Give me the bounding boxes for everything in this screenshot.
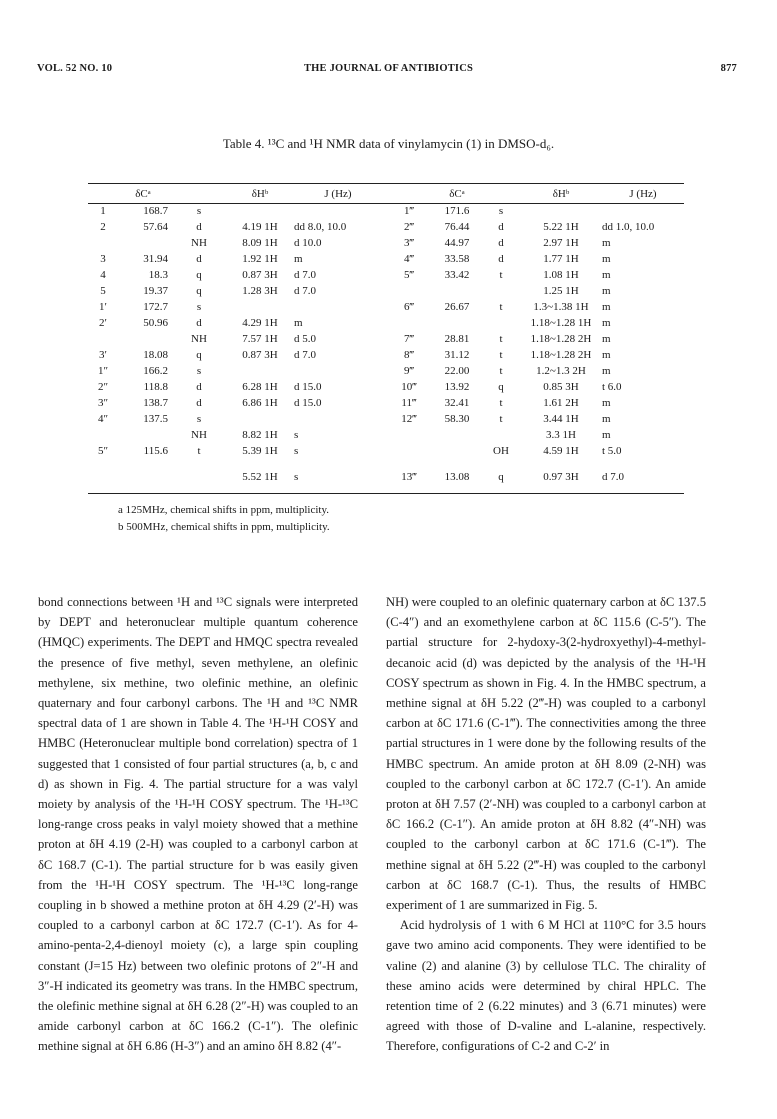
table-cell: 1.25 1H	[543, 285, 579, 297]
table-cell: q	[498, 381, 504, 393]
table-cell: NH	[191, 333, 207, 345]
table-row	[88, 379, 684, 395]
table-cell: d	[498, 221, 504, 233]
table-cell: 1.77 1H	[543, 253, 579, 265]
table-cell	[230, 299, 290, 315]
table-cell: t	[499, 269, 503, 281]
table-cell: 6.86 1H	[242, 397, 278, 409]
table-cell	[88, 427, 118, 443]
body-column-left	[38, 592, 358, 1057]
table-cell: 32.41	[444, 397, 470, 409]
table-cell	[478, 315, 524, 331]
table-row	[88, 459, 684, 486]
table-cell: m	[602, 333, 611, 345]
table-cell: 4.19 1H	[242, 221, 278, 233]
table-cell: 57.64	[143, 221, 168, 233]
table-cell: 44.97	[444, 237, 470, 249]
table-cell: m	[602, 413, 611, 425]
table-cell: 1	[100, 205, 106, 217]
table-cell: 2.97 1H	[543, 237, 579, 249]
table-cell	[436, 283, 478, 299]
table-row	[88, 299, 684, 315]
table-cell: 19.37	[143, 285, 168, 297]
column-header	[382, 185, 436, 203]
table-cell: 138.7	[143, 397, 168, 409]
footnote-b: b 500MHz, chemical shifts in ppm, multiplicity.	[118, 521, 330, 533]
table-cell: d	[498, 253, 504, 265]
table-cell: 4‴	[403, 253, 415, 265]
table-cell: 172.7	[143, 301, 168, 313]
table-cell: t	[499, 397, 503, 409]
table-cell: d 15.0	[294, 381, 322, 393]
table-cell: 1.61 2H	[543, 397, 579, 409]
table-cell: dd 8.0, 10.0	[294, 221, 347, 233]
table-cell: 3.3 1H	[546, 429, 576, 441]
table-cell: q	[196, 349, 202, 361]
table-cell: s	[294, 445, 299, 457]
table-cell: NH	[191, 237, 207, 249]
table-cell: 10‴	[401, 381, 417, 393]
table-cell: 11‴	[401, 397, 417, 409]
table-cell: 5.22 1H	[543, 221, 579, 233]
table-cell: 8.09 1H	[242, 237, 278, 249]
table-row	[88, 363, 684, 379]
table-cell: 5.52 1H	[242, 471, 278, 483]
table-cell: 2‴	[403, 221, 415, 233]
table-cell: m	[602, 349, 611, 361]
table-cell: 31.12	[444, 349, 470, 361]
table-cell: 0.87 3H	[242, 349, 278, 361]
table-row	[88, 267, 684, 283]
table-cell: 4.29 1H	[242, 317, 278, 329]
table-cell: 50.96	[143, 317, 168, 329]
body-paragraph: bond connections between ¹H and ¹³C signals were interpreted by DEPT and heteronuclear multiple quantum coherence (HMQC) experiments. The DEPT and HMQC spectra revealed the presence of five methyl, seven methylene, an olefinic methylene, six methine, two olefinic methine, an olefinic quaternary and four carbonyl carbons. The ¹H and ¹³C NMR spectral data of 1 are shown in Table 4. The ¹H-¹H COSY and HMBC (Heteronuclear multiple bond correlation) spectra of 1 suggested that 1 consisted of four partial structures (a, b, c and d) as shown in Fig. 4. The partial structure for a was valyl moiety by analysis of the ¹H-¹H COSY spectrum. The ¹H-¹³C long-range cross peaks in valyl moiety showed that a methine proton at δH 4.19 (2-H) was coupled to a carbonyl carbon at δC 168.7 (C-1). The partial structure for b was easily given from the ¹H-¹H COSY spectrum. The ¹H-¹³C long-range coupling in b showed a methine proton at δH 4.29 (2′-H) was coupled to a carbonyl carbon at δC 172.7 (C-1′). As for 4-amino-penta-2,4-dienoyl moiety (c), a large spin coupling constant (J=15 Hz) between two olefinic protons of 2″-H and 3″-H indicated its geometry was trans. In the HMBC spectrum, the olefinic methine signal at δH 6.28 (2″-H) was coupled to an amide carbonyl carbon at δC 166.2 (C-1″). The olefinic methine signal at δH 6.86 (H-3″) and an amino δH 8.82 (4″-	[38, 595, 358, 1054]
table-cell: 166.2	[143, 365, 168, 377]
table-cell: m	[602, 365, 611, 377]
table-cell	[88, 235, 118, 251]
table-cell: m	[602, 237, 611, 249]
table-cell: m	[602, 397, 611, 409]
table-cell: 9‴	[403, 365, 415, 377]
table-cell: 76.44	[444, 221, 470, 233]
table-row	[88, 283, 684, 299]
table-cell: 7‴	[403, 333, 415, 345]
table-row	[88, 411, 684, 427]
table-cell	[478, 283, 524, 299]
running-header-journal: THE JOURNAL OF ANTIBIOTICS	[303, 63, 474, 74]
table-cell	[382, 427, 436, 443]
table-cell: d 15.0	[294, 397, 322, 409]
table-row	[88, 443, 684, 459]
nmr-data-table	[88, 185, 684, 486]
table-cell: 1.28 3H	[242, 285, 278, 297]
table-cell: 3‴	[403, 237, 415, 249]
body-column-right	[386, 592, 706, 1057]
table-cell: s	[196, 413, 202, 425]
table-cell: OH	[493, 445, 509, 457]
table-cell: 0.85 3H	[543, 381, 579, 393]
table-cell: 6‴	[403, 301, 415, 313]
table-row	[88, 347, 684, 363]
table-cell: 5‴	[403, 269, 415, 281]
table-cell: s	[196, 301, 202, 313]
table-cell: 3′	[99, 349, 107, 361]
running-header-volume: VOL. 52 NO. 10	[37, 63, 113, 74]
column-header: J (Hz)	[629, 188, 657, 200]
column-header	[88, 185, 118, 203]
body-paragraph: Acid hydrolysis of 1 with 6 M HCl at 110°C for 3.5 hours gave two amino acid components. They were identified to be valine (2) and alanine (3) by cellulose TLC. The chirality of these amino acids were determined by chiral HPLC. The retention time of 2 (6.22 minutes) and 3 (6.71 minutes) were agreed with those of D-valine and L-alanine, respectively. Therefore, configurations of C-2 and C-2′ in	[386, 918, 706, 1054]
table-cell: 1.18~1.28 2H	[530, 349, 592, 361]
table-cell: m	[294, 317, 303, 329]
body-paragraph: NH) were coupled to an olefinic quaternary carbon at δC 137.5 (C-4″) and an exomethylene carbon at δC 115.6 (C-5″). The partial structure for 2-hydoxy-3(2-hydroxyethyl)-4-methyl-decanoic acid (d) was depicted by the analysis of the ¹H-¹H COSY spectrum as shown in Fig. 4. In the HMBC spectrum, a methine signal at δH 5.22 (2‴-H) was coupled to a carbonyl carbon at δC 171.6 (C-1‴). The connectivities among the three partial structures in 1 were done by the following results of the HMBC spectrum. An amide proton at δH 8.09 (2-NH) was coupled to the carbonyl carbon at δC 172.7 (C-1′). An amide proton at δH 7.57 (2′-NH) was coupled to a carbonyl carbon at δC 166.2 (C-1″). An amide proton at δH 8.82 (4″-NH) was coupled to the carbonyl carbon at δC 171.6 (C-1‴). The methine signal at δH 5.22 (2‴-H) was coupled to the carbonyl carbon at δC 168.7 (C-1). Thus, the results of HMBC experiment of 1 are summarized in Fig. 5.	[386, 595, 706, 913]
table-row	[88, 395, 684, 411]
table-cell: 115.6	[143, 445, 168, 457]
table-cell: s	[196, 205, 202, 217]
table-cell: s	[196, 365, 202, 377]
table-cell	[436, 443, 478, 459]
table-cell	[290, 203, 382, 219]
table-cell: 1.92 1H	[242, 253, 278, 265]
table-cell: d	[196, 253, 202, 265]
table-cell: 8‴	[403, 349, 415, 361]
column-header: δHᵇ	[552, 188, 570, 200]
table-cell: 1″	[97, 365, 109, 377]
table-cell: d 5.0	[294, 333, 316, 345]
table-cell: m	[602, 317, 611, 329]
table-cell: 58.30	[444, 413, 470, 425]
table-cell: d 7.0	[294, 269, 316, 281]
table-cell	[118, 331, 168, 347]
table-top-rule	[88, 183, 684, 184]
table-cell: t	[499, 413, 503, 425]
table-cell: 1.08 1H	[543, 269, 579, 281]
table-cell: dd 1.0, 10.0	[602, 221, 655, 233]
table-cell: t	[499, 333, 503, 345]
table-cell: 2′	[99, 317, 107, 329]
table-cell	[382, 283, 436, 299]
table-cell: 5	[100, 285, 106, 297]
table-cell	[168, 459, 230, 486]
table-cell: 33.58	[444, 253, 470, 265]
table-cell: s	[498, 205, 504, 217]
column-header: δCᵃ	[449, 188, 465, 200]
table-cell: 3	[100, 253, 106, 265]
column-header: δHᵇ	[251, 188, 269, 200]
table-cell: 7.57 1H	[242, 333, 278, 345]
table-cell: m	[602, 429, 611, 441]
table-cell: 1.3~1.38 1H	[533, 301, 589, 313]
table-row	[88, 203, 684, 219]
table-cell	[436, 315, 478, 331]
table-cell: d	[196, 317, 202, 329]
table-row	[88, 251, 684, 267]
table-cell: 12‴	[401, 413, 417, 425]
table-cell: 6.28 1H	[242, 381, 278, 393]
table-cell	[382, 443, 436, 459]
table-cell: t	[499, 365, 503, 377]
table-cell: 118.8	[143, 381, 168, 393]
table-cell	[290, 299, 382, 315]
table-cell: 8.82 1H	[242, 429, 278, 441]
table-cell: 4	[100, 269, 106, 281]
table-cell	[524, 203, 598, 219]
column-header	[478, 185, 524, 203]
table-cell: NH	[191, 429, 207, 441]
table-cell: 5.39 1H	[242, 445, 278, 457]
table-cell: 3.44 1H	[543, 413, 579, 425]
table-bottom-rule	[88, 493, 684, 494]
table-cell: q	[196, 269, 202, 281]
table-cell: 4.59 1H	[543, 445, 579, 457]
table-caption: Table 4. ¹³C and ¹H NMR data of vinylamycin (1) in DMSO-d₆.	[222, 136, 555, 151]
table-cell	[118, 235, 168, 251]
table-cell: t	[499, 349, 503, 361]
table-cell: 13‴	[401, 471, 417, 483]
table-cell: s	[294, 471, 299, 483]
table-row	[88, 331, 684, 347]
table-cell: d 10.0	[294, 237, 322, 249]
table-cell	[478, 427, 524, 443]
table-cell: 1′	[99, 301, 107, 313]
table-cell: q	[196, 285, 202, 297]
table-row	[88, 235, 684, 251]
table-cell: 2	[100, 221, 106, 233]
column-header	[168, 185, 230, 203]
table-cell: q	[498, 471, 504, 483]
table-cell: m	[602, 285, 611, 297]
table-cell	[230, 203, 290, 219]
table-cell	[382, 315, 436, 331]
column-header: δCᵃ	[135, 188, 151, 200]
table-cell: t	[499, 301, 503, 313]
table-cell	[230, 363, 290, 379]
table-cell: d 7.0	[294, 349, 316, 361]
table-cell	[290, 411, 382, 427]
table-cell	[118, 427, 168, 443]
table-cell: 18.08	[143, 349, 168, 361]
table-cell: 137.5	[143, 413, 168, 425]
table-cell: d	[196, 397, 202, 409]
table-cell: m	[602, 269, 611, 281]
table-cell: 0.97 3H	[543, 471, 579, 483]
table-cell	[436, 427, 478, 443]
table-cell: d	[196, 381, 202, 393]
table-cell: m	[602, 253, 611, 265]
footnote-a: a 125MHz, chemical shifts in ppm, multiplicity.	[118, 504, 330, 516]
table-cell: 22.00	[444, 365, 470, 377]
table-cell: 3″	[97, 397, 109, 409]
table-cell: d	[196, 221, 202, 233]
table-cell: t 5.0	[602, 445, 622, 457]
table-cell: d 7.0	[294, 285, 316, 297]
table-cell: t 6.0	[602, 381, 622, 393]
table-cell: m	[602, 301, 611, 313]
table-cell: 33.42	[444, 269, 470, 281]
table-cell: 13.08	[444, 471, 470, 483]
table-cell: 1.2~1.3 2H	[536, 365, 586, 377]
table-footnotes	[118, 502, 330, 536]
table-cell: 1‴	[403, 205, 415, 217]
column-header: J (Hz)	[324, 188, 352, 200]
table-cell: d 7.0	[602, 471, 624, 483]
table-cell	[88, 459, 118, 486]
table-cell: 4″	[97, 413, 109, 425]
table-cell: t	[197, 445, 201, 457]
table-cell: 31.94	[143, 253, 168, 265]
table-cell: 26.67	[444, 301, 470, 313]
table-cell: 18.3	[148, 269, 168, 281]
table-cell	[598, 203, 684, 219]
table-cell	[230, 411, 290, 427]
table-cell: 168.7	[143, 205, 168, 217]
table-cell: s	[294, 429, 299, 441]
table-cell: 1.18~1.28 2H	[530, 333, 592, 345]
table-cell	[290, 363, 382, 379]
table-cell: d	[498, 237, 504, 249]
page-number: 877	[720, 63, 737, 74]
table-cell: m	[294, 253, 303, 265]
table-cell	[118, 459, 168, 486]
table-cell	[88, 331, 118, 347]
table-cell: 5″	[97, 445, 109, 457]
table-row	[88, 219, 684, 235]
table-row	[88, 315, 684, 331]
table-cell: 171.6	[444, 205, 470, 217]
table-cell: 1.18~1.28 1H	[530, 317, 592, 329]
table-cell: 0.87 3H	[242, 269, 278, 281]
table-row	[88, 427, 684, 443]
table-cell: 2″	[97, 381, 109, 393]
table-cell: 13.92	[444, 381, 470, 393]
table-cell: 28.81	[444, 333, 470, 345]
